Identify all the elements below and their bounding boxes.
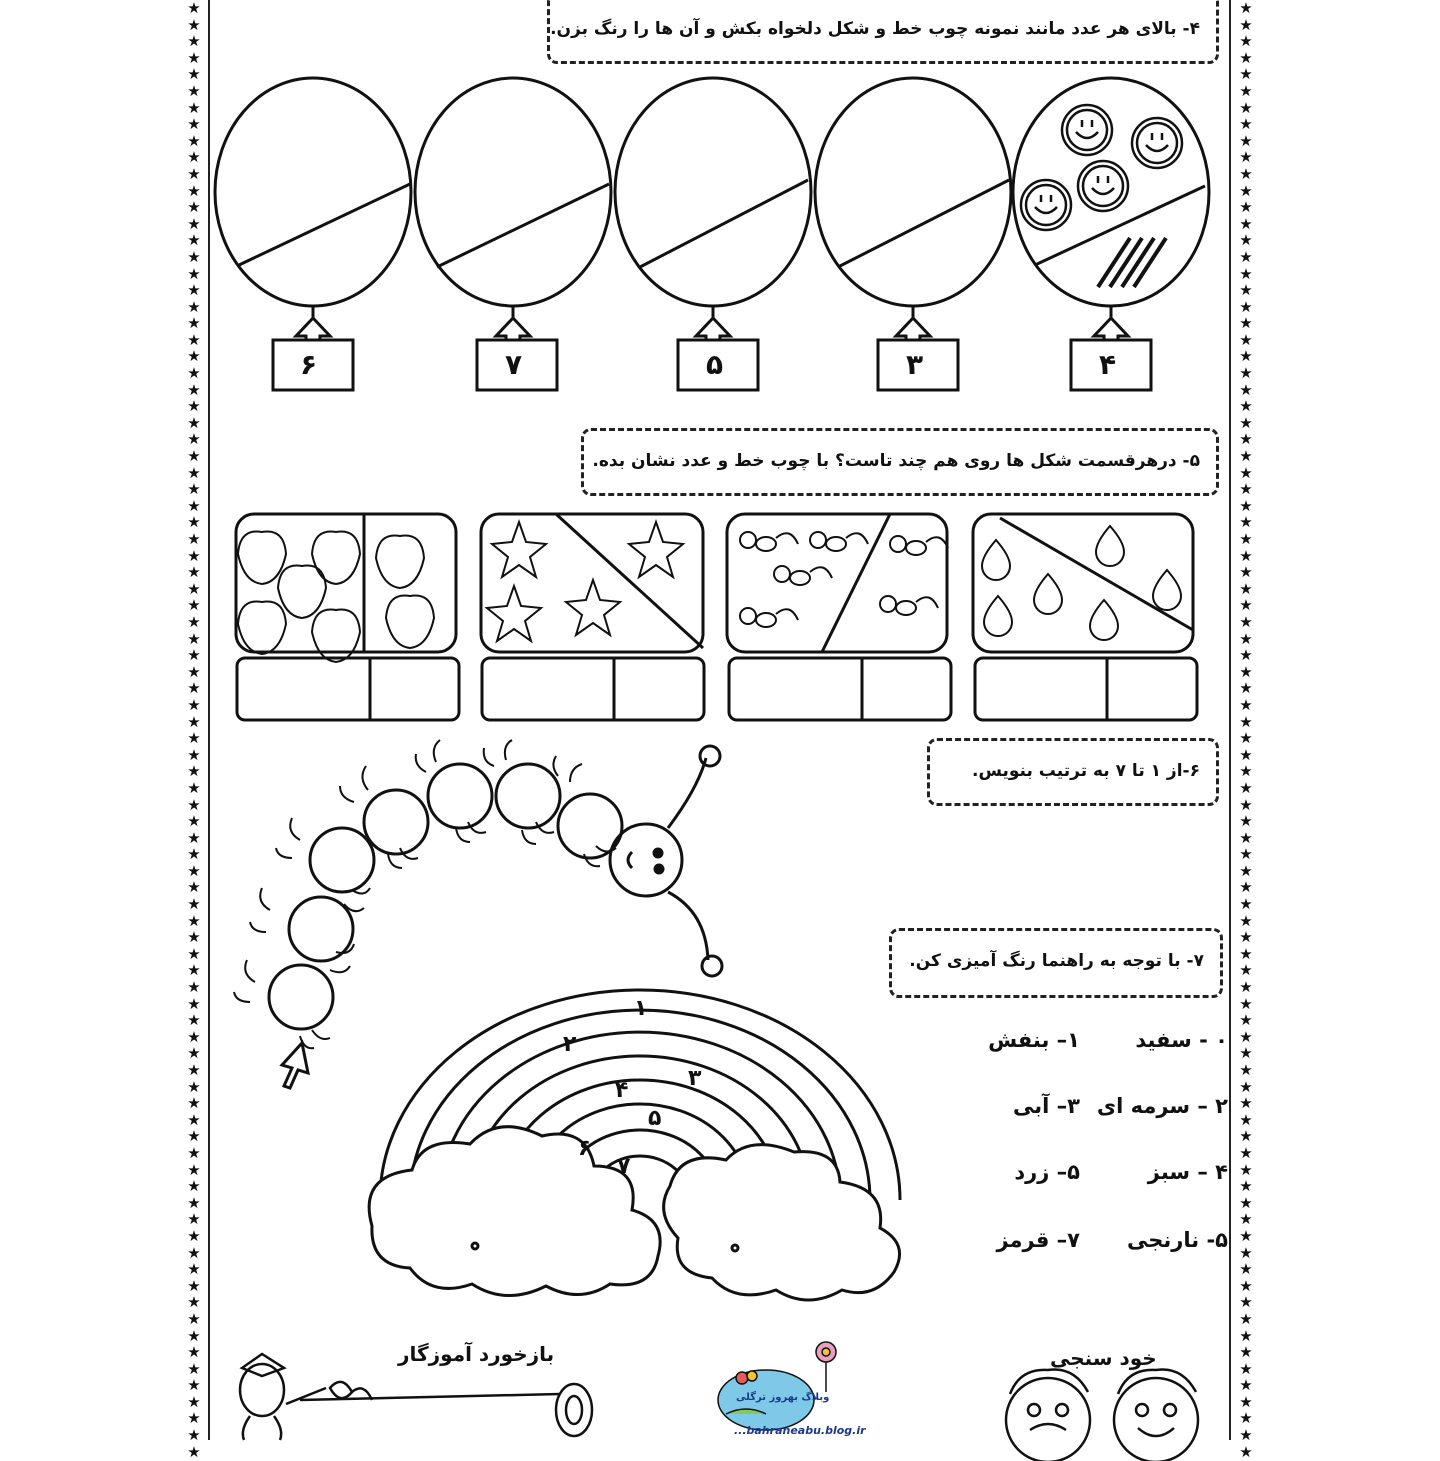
self-assessment-label: خود سنجی xyxy=(1050,1346,1157,1370)
rainbow-number-7: ۷ xyxy=(617,1154,631,1179)
balloon-6 xyxy=(215,78,411,306)
teacher-feedback-label: بازخورد آموزگار xyxy=(398,1342,555,1366)
logo-url: ...bahraneabu.blog.ir xyxy=(734,1424,866,1437)
rainbow-number-2: ۲ xyxy=(563,1032,577,1057)
q6-instruction: ۶-از ۱ تا ۷ به ترتیب بنویس. xyxy=(972,761,1200,781)
legend-5-yellow: ۵– زرد xyxy=(1014,1160,1080,1184)
legend-2-navy: ۲ – سرمه ای xyxy=(1096,1094,1228,1118)
number-box-6: ۶ xyxy=(300,348,318,381)
logo-text: وبلاگ بهروز ترگلی xyxy=(736,1392,830,1403)
q5-instruction-box xyxy=(581,428,1219,496)
teacher-figure-head xyxy=(240,1364,284,1416)
rainbow-with-clouds xyxy=(0,990,940,1330)
q6-instruction-box xyxy=(927,738,1219,806)
legend-4-green: ۴ – سبز xyxy=(1147,1160,1228,1184)
legend-0-white: ۰ - سفید xyxy=(1135,1028,1228,1052)
rainbow-number-4: ۴ xyxy=(615,1078,629,1103)
rainbow-number-3: ۳ xyxy=(688,1066,702,1091)
legend-1-purple: ۱– بنفش xyxy=(988,1028,1080,1052)
legend-7-red: ۷– قرمز xyxy=(996,1228,1080,1252)
q4-instruction: ۴- بالای هر عدد مانند نمونه چوب خط و شکل دلخواه بکش و آن ها را رنگ بزن. xyxy=(550,19,1200,39)
rainbow-number-1: ۱ xyxy=(634,996,648,1021)
rainbow-number-6: ۶ xyxy=(578,1136,592,1161)
blog-logo xyxy=(718,1342,836,1430)
q7-instruction-box xyxy=(889,928,1223,998)
right-star-border: ★ ★ ★ ★ ★ ★ ★ ★ ★ ★ ★ ★ ★ ★ ★ ★ ★ ★ ★ ★ ★ ★ ★ ★ ★ ★ ★ ★ ★ ★ ★ ★ ★ ★ ★ ★ ★ ★ ★ ★ ★ ★ ★ ★ ★ ★ ★ ★ ★ ★ ★ ★ ★ ★ ★ ★ ★ ★ ★ ★ ★ ★ ★ ★ ★ ★ ★ ★ ★ ★ ★ ★ ★ ★ ★ ★ ★ ★ ★ ★ ★ ★ ★ ★ ★ ★ ★ ★ xyxy=(1239,0,1253,1461)
left-star-border: ★ ★ ★ ★ ★ ★ ★ ★ ★ ★ ★ ★ ★ ★ ★ ★ ★ ★ ★ ★ ★ ★ ★ ★ ★ ★ ★ ★ ★ ★ ★ ★ ★ ★ ★ ★ ★ ★ ★ ★ ★ ★ ★ ★ ★ ★ ★ ★ ★ ★ ★ ★ ★ ★ ★ ★ ★ ★ ★ ★ ★ ★ ★ ★ ★ ★ ★ ★ ★ ★ ★ ★ ★ ★ ★ ★ ★ ★ ★ ★ ★ ★ ★ ★ ★ ★ ★ ★ xyxy=(187,0,201,1461)
number-box-5: ۵ xyxy=(706,348,724,381)
face-happy xyxy=(1114,1378,1198,1461)
legend-5-orange: ۵- نارنجی xyxy=(1127,1228,1228,1252)
q7-instruction: ۷- با توجه به راهنما رنگ آمیزی کن. xyxy=(909,951,1204,971)
number-box-3: ۳ xyxy=(906,348,924,381)
rainbow-number-5: ۵ xyxy=(648,1106,662,1131)
q5-instruction: ۵- درهرقسمت شکل ها روی هم چند تاست؟ با چوب خط و عدد نشان بده. xyxy=(592,451,1200,471)
footer-drawings xyxy=(0,1330,1440,1440)
q4-balloons xyxy=(0,0,1440,400)
balloon-3 xyxy=(815,78,1011,306)
number-box-4: ۴ xyxy=(1099,348,1117,381)
balloon-7 xyxy=(415,78,611,306)
q5-picture-panels xyxy=(0,500,1440,730)
number-box-7: ۷ xyxy=(505,348,523,381)
legend-3-blue: ۳– آبی xyxy=(1013,1094,1080,1118)
face-sad xyxy=(1006,1378,1090,1461)
